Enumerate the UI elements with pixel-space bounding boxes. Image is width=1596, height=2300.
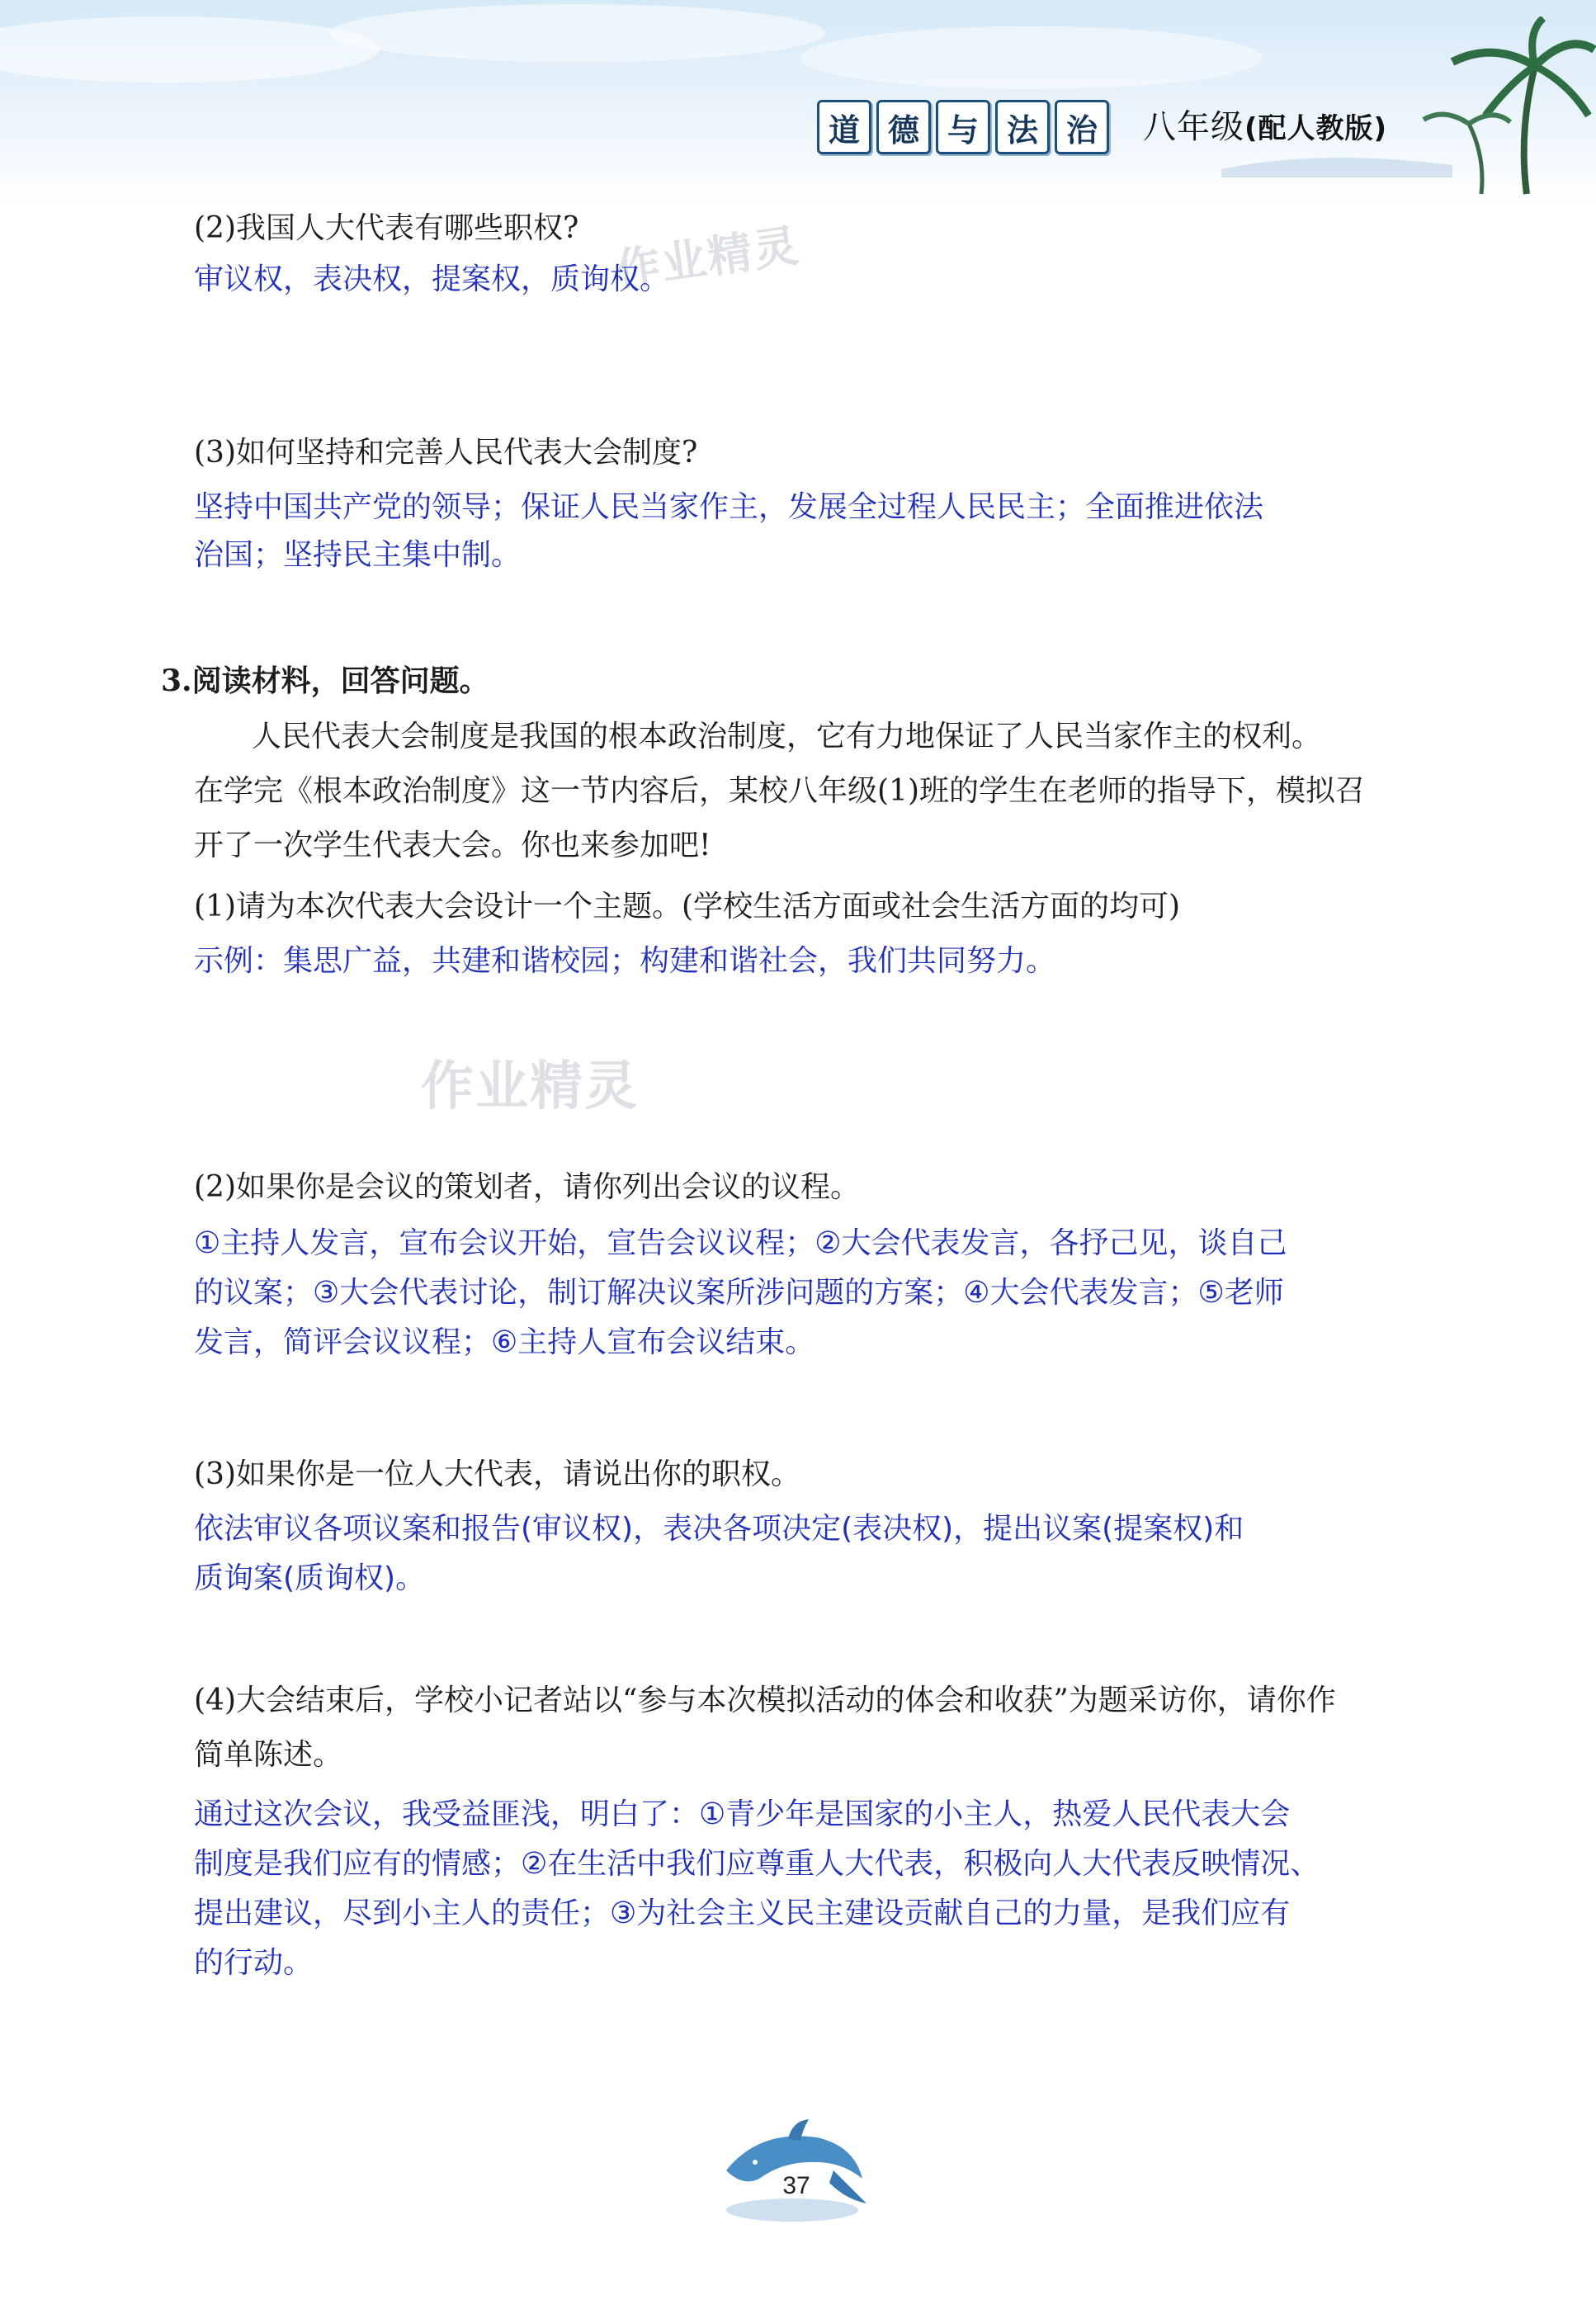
answer-text: ①主持人发言，宣布会议开始，宣告会议议程；②大会代表发言，各抒己见，谈自己 (194, 1226, 1287, 1260)
grade-edition-label (1143, 101, 1387, 148)
subject-char: 与 (936, 100, 990, 154)
reading-material: 人民代表大会制度是我国的根本政治制度，它有力地保证了人民当家作主的权利。 (252, 720, 1322, 753)
subject-char: 法 (995, 100, 1050, 154)
answer-text: 通过这次会议，我受益匪浅，明白了：①青少年是国家的小主人，热爱人民代表大会 (194, 1797, 1291, 1831)
edition-text: (配人教版) (1244, 112, 1388, 145)
answer-text: 提出建议，尽到小主人的责任；③为社会主义民主建设贡献自己的力量，是我们应有 (194, 1896, 1291, 1930)
question-text: (2)如果你是会议的策划者，请你列出会议的议程。 (194, 1170, 860, 1204)
answer-text: 的议案；③大会代表讨论，制订解决议案所涉问题的方案；④大会代表发言；⑤老师 (194, 1276, 1284, 1310)
answer-text: 质询案(质询权)。 (194, 1561, 426, 1595)
question-text: (4)大会结束后，学校小记者站以“参与本次模拟活动的体会和收获”为题采访你，请你作 (194, 1684, 1336, 1717)
question-text: (3)如果你是一位人大代表，请说出你的职权。 (194, 1457, 800, 1491)
answer-text: 审议权，表决权，提案权，质询权。 (194, 262, 670, 296)
subject-char: 德 (876, 100, 931, 154)
grade-text: 八年级 (1143, 108, 1244, 146)
question-text: (3)如何坚持和完善人民代表大会制度? (194, 436, 698, 470)
subject-char: 治 (1055, 100, 1109, 154)
reading-material: 在学完《根本政治制度》这一节内容后，某校八年级(1)班的学生在老师的指导下，模拟召 (194, 774, 1365, 808)
answer-text: 坚持中国共产党的领导；保证人民当家作主，发展全过程人民民主；全面推进依法 (194, 490, 1264, 524)
answer-text: 制度是我们应有的情感；②在生活中我们应尊重人大代表，积极向人大代表反映情况、 (194, 1847, 1320, 1881)
question-heading: 3.阅读材料，回答问题。 (161, 664, 489, 698)
answer-text: 发言，简评会议议程；⑥主持人宣布会议结束。 (194, 1325, 815, 1359)
subject-title (817, 99, 1109, 155)
question-text: 简单陈述。 (194, 1738, 343, 1772)
watermark: 作业精灵 (421, 1056, 639, 1117)
answer-text: 的行动。 (194, 1946, 314, 1980)
answer-text: 依法审议各项议案和报告(审议权)，表决各项决定(表决权)，提出议案(提案权)和 (194, 1512, 1244, 1546)
dolphin-icon (710, 2113, 875, 2228)
palm-tree-icon (1403, 17, 1596, 198)
answer-text: 示例：集思广益，共建和谐校园；构建和谐社会，我们共同努力。 (194, 944, 1056, 978)
answer-text: 治国；坚持民主集中制。 (194, 538, 522, 572)
reading-material: 开了一次学生代表大会。你也来参加吧! (194, 829, 711, 862)
page-number: 37 (782, 2172, 810, 2199)
subject-char: 道 (817, 100, 871, 154)
watermark: 作业精灵 (612, 219, 803, 297)
question-text: (2)我国人大代表有哪些职权? (194, 211, 579, 245)
question-text: (1)请为本次代表大会设计一个主题。(学校生活方面或社会生活方面的均可) (194, 890, 1181, 923)
